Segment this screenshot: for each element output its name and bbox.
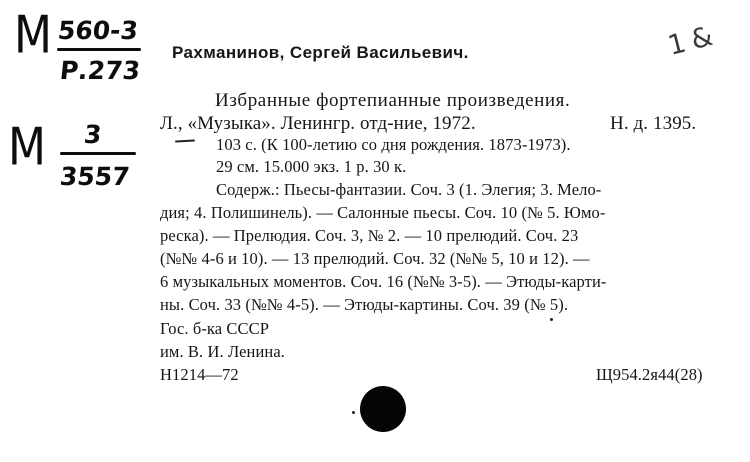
library-line-2: им. В. И. Ленина. [160,342,285,361]
pencil-underline [175,139,195,142]
ink-speck [352,411,355,414]
pagination-line: 103 с. (К 100-летию со дня рождения. 1873-1973). [216,135,571,154]
contents-line: Содерж.: Пьесы-фантазии. Соч. 3 (1. Элегия; 3. Мело- [216,180,602,199]
contents-line: (№№ 4-6 и 10). — 13 прелюдий. Соч. 32 (№№ 5, 10 и 12). — [160,249,590,268]
shelfmark-lower-letter: М [8,117,46,178]
shelfmark-lower-top: 3 [82,120,103,149]
ink-speck [550,318,553,321]
contents-line: 6 музыкальных моментов. Соч. 16 (№№ 3-5). — Этюды-карти- [160,272,607,291]
shelfmark-lower-rule [60,152,136,155]
library-line-1: Гос. б-ка СССР [160,319,270,338]
contents-line: ны. Соч. 33 (№№ 4-5). — Этюды-картины. Соч. 39 (№ 5). [160,295,569,314]
pencil-note: 1 & [664,21,715,62]
author-heading: Рахманинов, Сергей Васильевич. [172,43,469,62]
card-number: Н1214—72 [160,365,239,384]
shelfmark-upper-rule [57,48,141,51]
imprint-place-publisher: Л., «Музыка». Ленингр. отд-ние, 1972. [160,113,476,134]
work-title: Избранные фортепианные произведения. [215,90,571,111]
classification-index: Щ954.2я44(28) [596,365,703,384]
shelfmark-upper-bottom: Р.273 [58,56,142,85]
punch-hole [360,386,406,432]
shelfmark-upper-letter: М [14,5,52,66]
shelfmark-lower-bottom: 3557 [58,162,132,191]
contents-line: дия; 4. Полишинель). — Салонные пьесы. Соч. 10 (№ 5. Юмо- [160,203,606,222]
imprint-price-code: Н. д. 1395. [610,113,697,134]
shelfmark-upper-top: 560-3 [56,16,140,45]
contents-line: реска). — Прелюдия. Соч. 3, № 2. — 10 прелюдий. Соч. 23 [160,226,579,245]
format-line: 29 см. 15.000 экз. 1 р. 30 к. [216,157,407,176]
